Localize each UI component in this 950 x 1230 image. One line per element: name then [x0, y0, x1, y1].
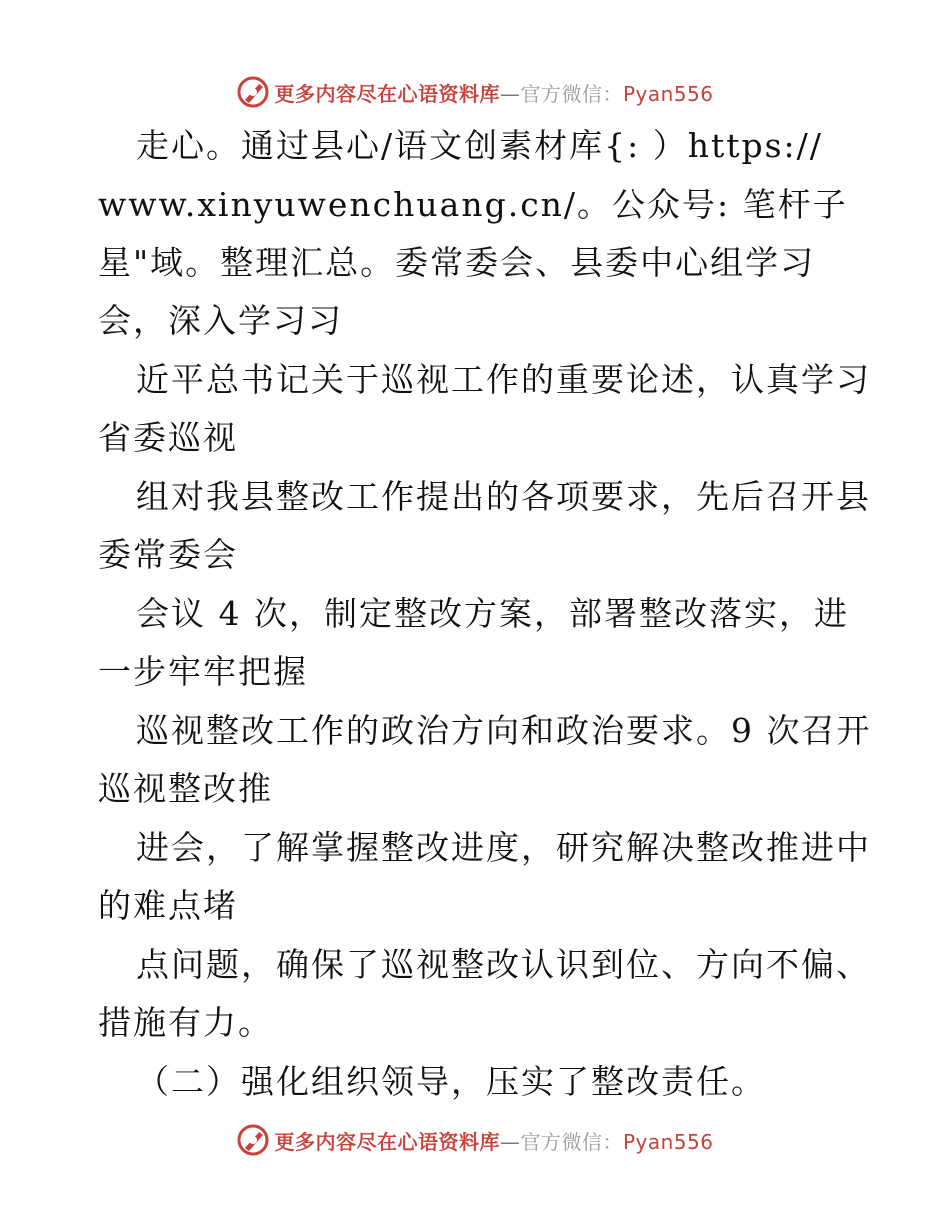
watermark-text — [274, 78, 713, 107]
watermark-wechat-id: Pyan556 — [622, 1129, 714, 1154]
text-line: 会，深入学习习 — [98, 301, 343, 340]
text-line: 点问题，确保了巡视整改认识到位、方向不偏、 — [136, 945, 871, 984]
watermark-wechat-id: Pyan556 — [622, 81, 714, 106]
text-line: 委常委会 — [98, 535, 238, 574]
text-line: 一步牢牢把握 — [98, 652, 308, 691]
text-line: 措施有力。 — [98, 1003, 273, 1042]
text-line: 的难点堵 — [98, 886, 238, 925]
header-watermark — [0, 72, 950, 112]
watermark-wechat-label: 官方微信： — [520, 81, 623, 106]
text-line: 近平总书记关于巡视工作的重要论述，认真学习 — [136, 360, 871, 399]
watermark-text — [274, 1126, 713, 1155]
section-heading: （二）强化组织领导，压实了整改责任。 — [136, 1062, 766, 1101]
watermark-wechat-label: 官方微信： — [520, 1129, 623, 1154]
text-line: 走心。通过县心/语文创素材库{: ）https:// — [136, 126, 823, 165]
watermark-brand: 更多内容尽在心语资料库 — [274, 1129, 500, 1154]
pen-circle-logo-icon — [236, 1123, 270, 1157]
footer-watermark — [0, 1120, 950, 1160]
text-line: 巡视整改推 — [98, 769, 273, 808]
text-line: www.xinyuwenchuang.cn/。公众号: 笔杆子 — [98, 185, 848, 224]
text-line: 会议 4 次，制定整改方案，部署整改落实，进 — [136, 594, 849, 633]
text-line: 组对我县整改工作提出的各项要求，先后召开县 — [136, 477, 871, 516]
text-line: 巡视整改工作的政治方向和政治要求。9 次召开 — [136, 711, 872, 750]
pen-circle-logo-icon — [236, 75, 270, 109]
text-line: 进会，了解掌握整改进度，研究解决整改推进中 — [136, 828, 871, 867]
text-line: 星"域。整理汇总。委常委会、县委中心组学习 — [98, 243, 816, 282]
text-line: 省委巡视 — [98, 418, 238, 457]
watermark-brand: 更多内容尽在心语资料库 — [274, 81, 500, 106]
watermark-dash: — — [499, 1129, 521, 1154]
watermark-dash: — — [499, 81, 521, 106]
